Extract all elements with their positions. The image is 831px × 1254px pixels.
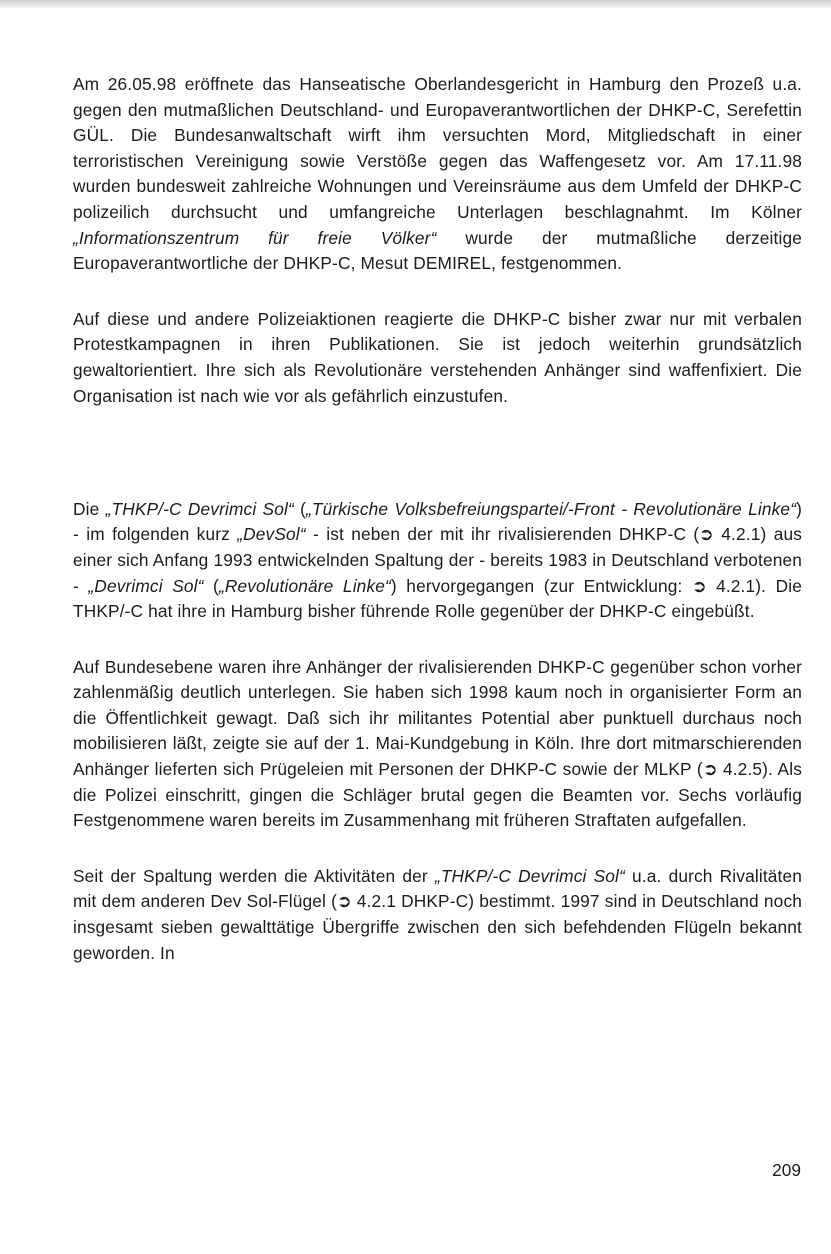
cross-reference-label: 4.2.1: [721, 524, 761, 545]
cross-reference: [337, 891, 468, 911]
italic-term: „THKP/-C Devrimci Sol“: [105, 498, 294, 519]
text-run: Die: [73, 498, 106, 519]
paragraph-1: [73, 72, 802, 277]
italic-term: „Devrimci Sol“: [88, 575, 204, 596]
arrow-right-curved-icon: ➲: [702, 759, 718, 780]
cross-reference-label: 4.2.1 DHKP-C: [356, 891, 469, 912]
text-run: - ist neben der mit ihr rivalisierenden DHKP-C (: [305, 524, 700, 545]
arrow-right-curved-icon: ➲: [691, 575, 707, 596]
text-run: ) aus einer sich Anfang 1993 entwickelnden Spaltung der - bereits 1983 in Deutschland verbotenen -: [73, 524, 803, 596]
italic-term: „THKP/-C Devrimci Sol“: [434, 865, 625, 886]
text-run: ) bestimmt. 1997 sind in Deutschland noch insgesamt sieben gewalttätige Übergriffe zwischen den sich befehdenden Flügeln bekannt geworden. In: [73, 891, 802, 963]
paragraph-4: [73, 655, 802, 834]
arrow-right-curved-icon: ➲: [336, 891, 353, 912]
scan-top-edge: [0, 0, 831, 8]
text-run: ) hervorgegangen (zur Entwicklung:: [390, 575, 692, 596]
text-run: (: [203, 575, 219, 596]
text-run: u.a. durch Rivalitäten mit dem anderen Dev Sol-Flügel (: [73, 865, 803, 912]
italic-term: „Türkische Volksbefreiungspartei/-Front - Revolutionäre Linke“: [305, 498, 797, 519]
text-run: ) - im folgenden kurz: [73, 498, 803, 545]
paragraph-2: Auf diese und andere Polizeiaktionen reagierte die DHKP-C bisher zwar nur mit verbalen Protestkampagnen in ihren Publikationen. Sie ist jedoch weiterhin grundsätzlich gewaltorientiert. Ihre sich als Revolutionäre verstehenden Anhänger sind waffenfixiert. Die Organisation ist nach wie vor als gefährlich einzustufen.: [73, 308, 802, 406]
page-number: 209: [772, 1160, 801, 1180]
paragraph-spacer: [73, 834, 802, 864]
paragraph-5: [73, 864, 802, 966]
text-run: wurde der mutmaßliche derzeitige Europaverantwortliche der DHKP-C, Mesut DEMIREL, festgenommen.: [73, 227, 802, 274]
arrow-right-curved-icon: ➲: [698, 524, 715, 545]
text-run: (: [293, 498, 306, 519]
italic-term: „Revolutionäre Linke“: [218, 575, 391, 596]
section-spacer: [73, 475, 802, 497]
italic-term: „Informationszentrum für freie Völker“: [73, 227, 437, 248]
section-spacer: [73, 409, 802, 449]
cross-reference-label: 4.2.5: [722, 759, 763, 780]
text-run: Am 26.05.98 eröffnete das Hanseatische Oberlandesgericht in Hamburg den Prozeß u.a. gegen den mutmaßlichen Deutschland- und Europaverantwortlichen der DHKP-C, Serefettin GÜL. Die Bundesanwaltschaft wirft ihm versuchten Mord, Mitgliedschaft in einer terroristischen Vereinigung sowie Verstöße gegen das Waffengesetz vor. Am 17.11.98 wurden bundesweit zahlreiche Wohnungen und Vereinsräume aus dem Umfeld der DHKP-C polizeilich durchsucht und umfangreiche Unterlagen beschlagnahmt. Im Kölner: [73, 74, 802, 222]
cross-reference: [703, 759, 762, 779]
cross-reference: [692, 576, 755, 596]
document-page: [73, 72, 802, 966]
paragraph-3: [73, 497, 802, 625]
text-run: ). Als die Polizei einschritt, gingen die Schläger brutal gegen die Beamten vor. Sechs vorläufig Festgenommene waren bereits im Zusammenhang mit früheren Straftaten aufgefallen.: [73, 759, 803, 831]
text-run: Auf Bundesebene waren ihre Anhänger der rivalisierenden DHKP-C gegenüber schon vorher zahlenmäßig deutlich unterlegen. Sie haben sich 1998 kaum noch in organisierter Form an die Öffentlichkeit gewagt. Daß sich ihr militantes Potential aber punktuell durchaus noch mobilisieren läßt, zeigte sie auf der 1. Mai-Kundgebung in Köln. Ihre dort mitmarschierenden Anhänger lieferten sich Prügeleien mit Personen der DHKP-C sowie der MLKP (: [73, 656, 802, 780]
italic-term: „DevSol“: [237, 524, 306, 545]
cross-reference: [699, 524, 760, 544]
paragraph-spacer: [73, 625, 802, 655]
paragraph-spacer: [73, 277, 802, 307]
cross-reference-label: 4.2.1: [716, 575, 756, 596]
section-heading: [73, 449, 802, 475]
text-run: ). Die THKP/-C hat ihre in Hamburg bisher führende Rolle gegenüber der DHKP-C eingebüßt.: [73, 575, 802, 622]
text-run: Seit der Spaltung werden die Aktivitäten der: [73, 865, 435, 886]
